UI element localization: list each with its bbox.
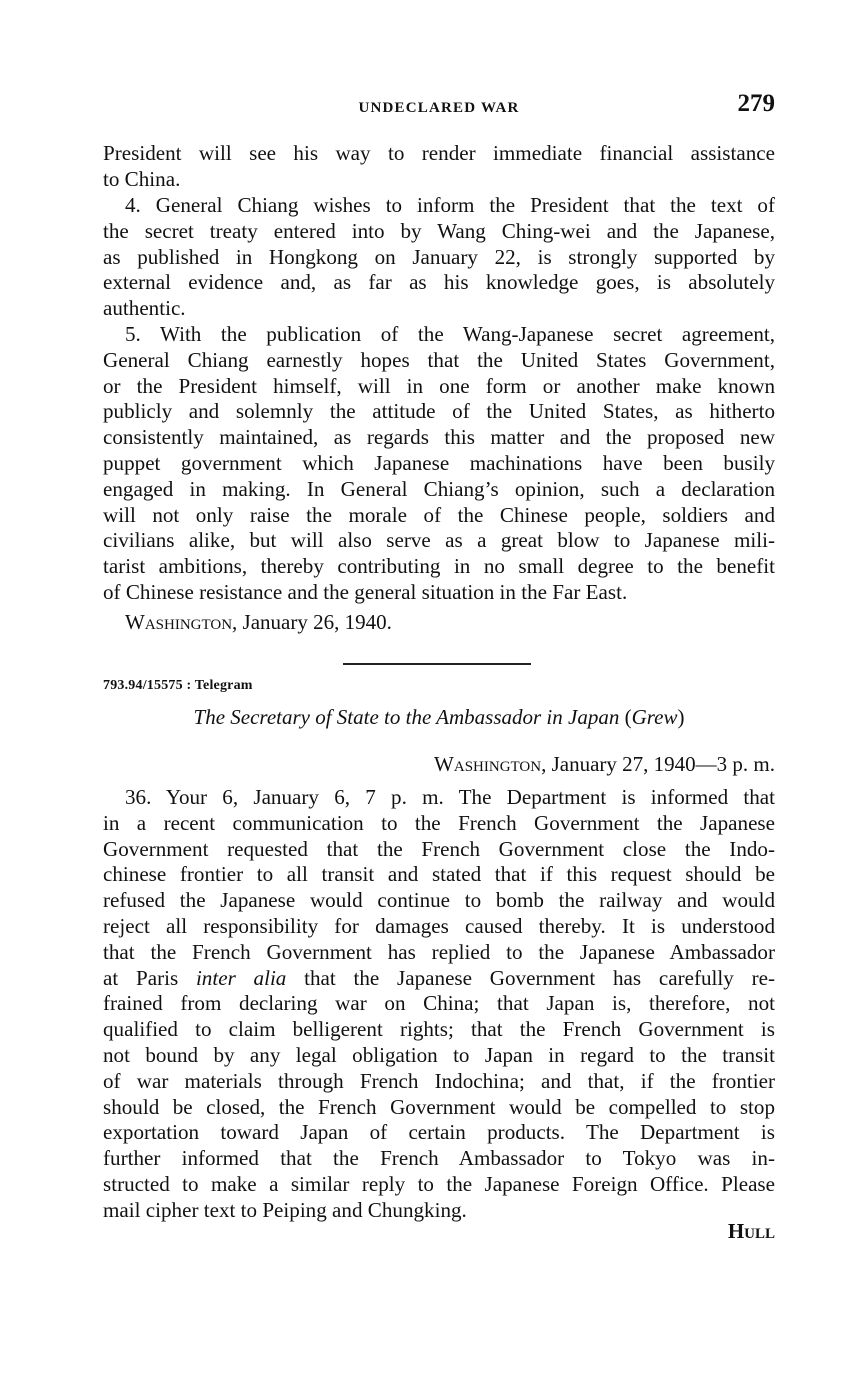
dateline-place: Washington, bbox=[434, 752, 547, 776]
continuation-paragraph bbox=[103, 141, 775, 193]
text-line: should be closed, the French Government would be compelled to stop bbox=[103, 1094, 775, 1119]
text-line: external evidence and, as far as his knowledge goes, is absolutely bbox=[103, 270, 775, 295]
dateline-date: January 26, 1940. bbox=[242, 610, 392, 634]
file-reference: 793.94/15575 : Telegram bbox=[103, 678, 253, 693]
text-line: the secret treaty entered into by Wang Ching-wei and the Japanese, bbox=[103, 218, 775, 243]
running-head: UNDECLARED WAR bbox=[358, 100, 520, 116]
text-line: refused the Japanese would continue to bomb the railway and would bbox=[103, 888, 775, 913]
paragraph-item-5 bbox=[103, 322, 775, 606]
text-line: of war materials through French Indochina; and that, if the frontier bbox=[103, 1068, 775, 1093]
section-divider bbox=[343, 663, 531, 665]
addressee: Grew bbox=[631, 705, 678, 729]
dateline-place: Washington, bbox=[125, 610, 238, 634]
text-line: President will see his way to render immediate financial assistance bbox=[103, 141, 775, 165]
telegram-body bbox=[103, 785, 775, 1224]
signature: Hull bbox=[727, 1219, 775, 1243]
text-line: civilians alike, but will also serve as a great blow to Japanese mili- bbox=[103, 528, 775, 553]
text-line: or the President himself, will in one form or another make known bbox=[103, 373, 775, 398]
text-line: further informed that the French Ambassador to Tokyo was in- bbox=[103, 1146, 775, 1171]
dateline-1 bbox=[103, 609, 797, 635]
text-line: 4. General Chiang wishes to inform the President that the text of bbox=[125, 193, 775, 217]
text-line: Government requested that the French Government close the Indo- bbox=[103, 836, 775, 861]
text-line: tarist ambitions, thereby contributing in no small degree to the benefit bbox=[103, 554, 775, 579]
text-line: chinese frontier to all transit and stated that if this request should be bbox=[103, 862, 775, 887]
text-line: authentic. bbox=[103, 296, 186, 321]
text-line: qualified to claim belligerent rights; that the French Government is bbox=[103, 1017, 775, 1042]
text-line bbox=[103, 966, 775, 992]
text-line: General Chiang earnestly hopes that the United States Government, bbox=[103, 347, 775, 372]
text-line: will not only raise the morale of the Chinese people, soldiers and bbox=[103, 502, 775, 527]
text-line: exportation toward Japan of certain products. The Department is bbox=[103, 1120, 775, 1145]
text-line: consistently maintained, as regards this matter and the proposed new bbox=[103, 425, 775, 450]
page-number: 279 bbox=[737, 90, 775, 117]
text-line: publicly and solemnly the attitude of the United States, as hitherto bbox=[103, 399, 775, 424]
text-line: 5. With the publication of the Wang-Japanese secret agreement, bbox=[125, 322, 775, 346]
text-line: in a recent communication to the French Government the Japanese bbox=[103, 810, 775, 835]
text-line: 36. Your 6, January 6, 7 p. m. The Department is informed that bbox=[125, 785, 775, 809]
text-line: that the French Government has replied to the Japanese Ambassador bbox=[103, 939, 775, 964]
text-line: mail cipher text to Peiping and Chungking. bbox=[103, 1197, 467, 1222]
text-line: not bound by any legal obligation to Japan in regard to the transit bbox=[103, 1042, 775, 1067]
text-line: of Chinese resistance and the general situation in the Far East. bbox=[103, 579, 628, 604]
text-line: puppet government which Japanese machinations have been busily bbox=[103, 450, 775, 475]
paragraph-item-4 bbox=[103, 193, 775, 322]
text-line: reject all responsibility for damages caused thereby. It is understood bbox=[103, 913, 775, 938]
text-line: to China. bbox=[103, 166, 181, 191]
dateline-date: January 27, 1940—3 p. m. bbox=[551, 752, 775, 776]
text-segment: that the Japanese Government has carefully re- bbox=[286, 965, 775, 990]
italic-phrase: inter alia bbox=[195, 965, 287, 990]
paren-close: ) bbox=[677, 705, 685, 729]
text-line: engaged in making. In General Chiang’s opinion, such a declaration bbox=[103, 476, 775, 501]
text-line: frained from declaring war on China; that Japan is, therefore, not bbox=[103, 991, 775, 1016]
text-line: as published in Hongkong on January 22, is strongly supported by bbox=[103, 244, 775, 269]
document-title bbox=[103, 704, 775, 730]
title-text: The Secretary of State to the Ambassador in Japan bbox=[193, 705, 620, 729]
paren-open: ( bbox=[624, 705, 632, 729]
text-line: structed to make a similar reply to the Japanese Foreign Office. Please bbox=[103, 1171, 775, 1196]
dateline-2 bbox=[103, 751, 775, 777]
page-header bbox=[103, 90, 775, 124]
text-segment: at Paris bbox=[103, 965, 196, 990]
